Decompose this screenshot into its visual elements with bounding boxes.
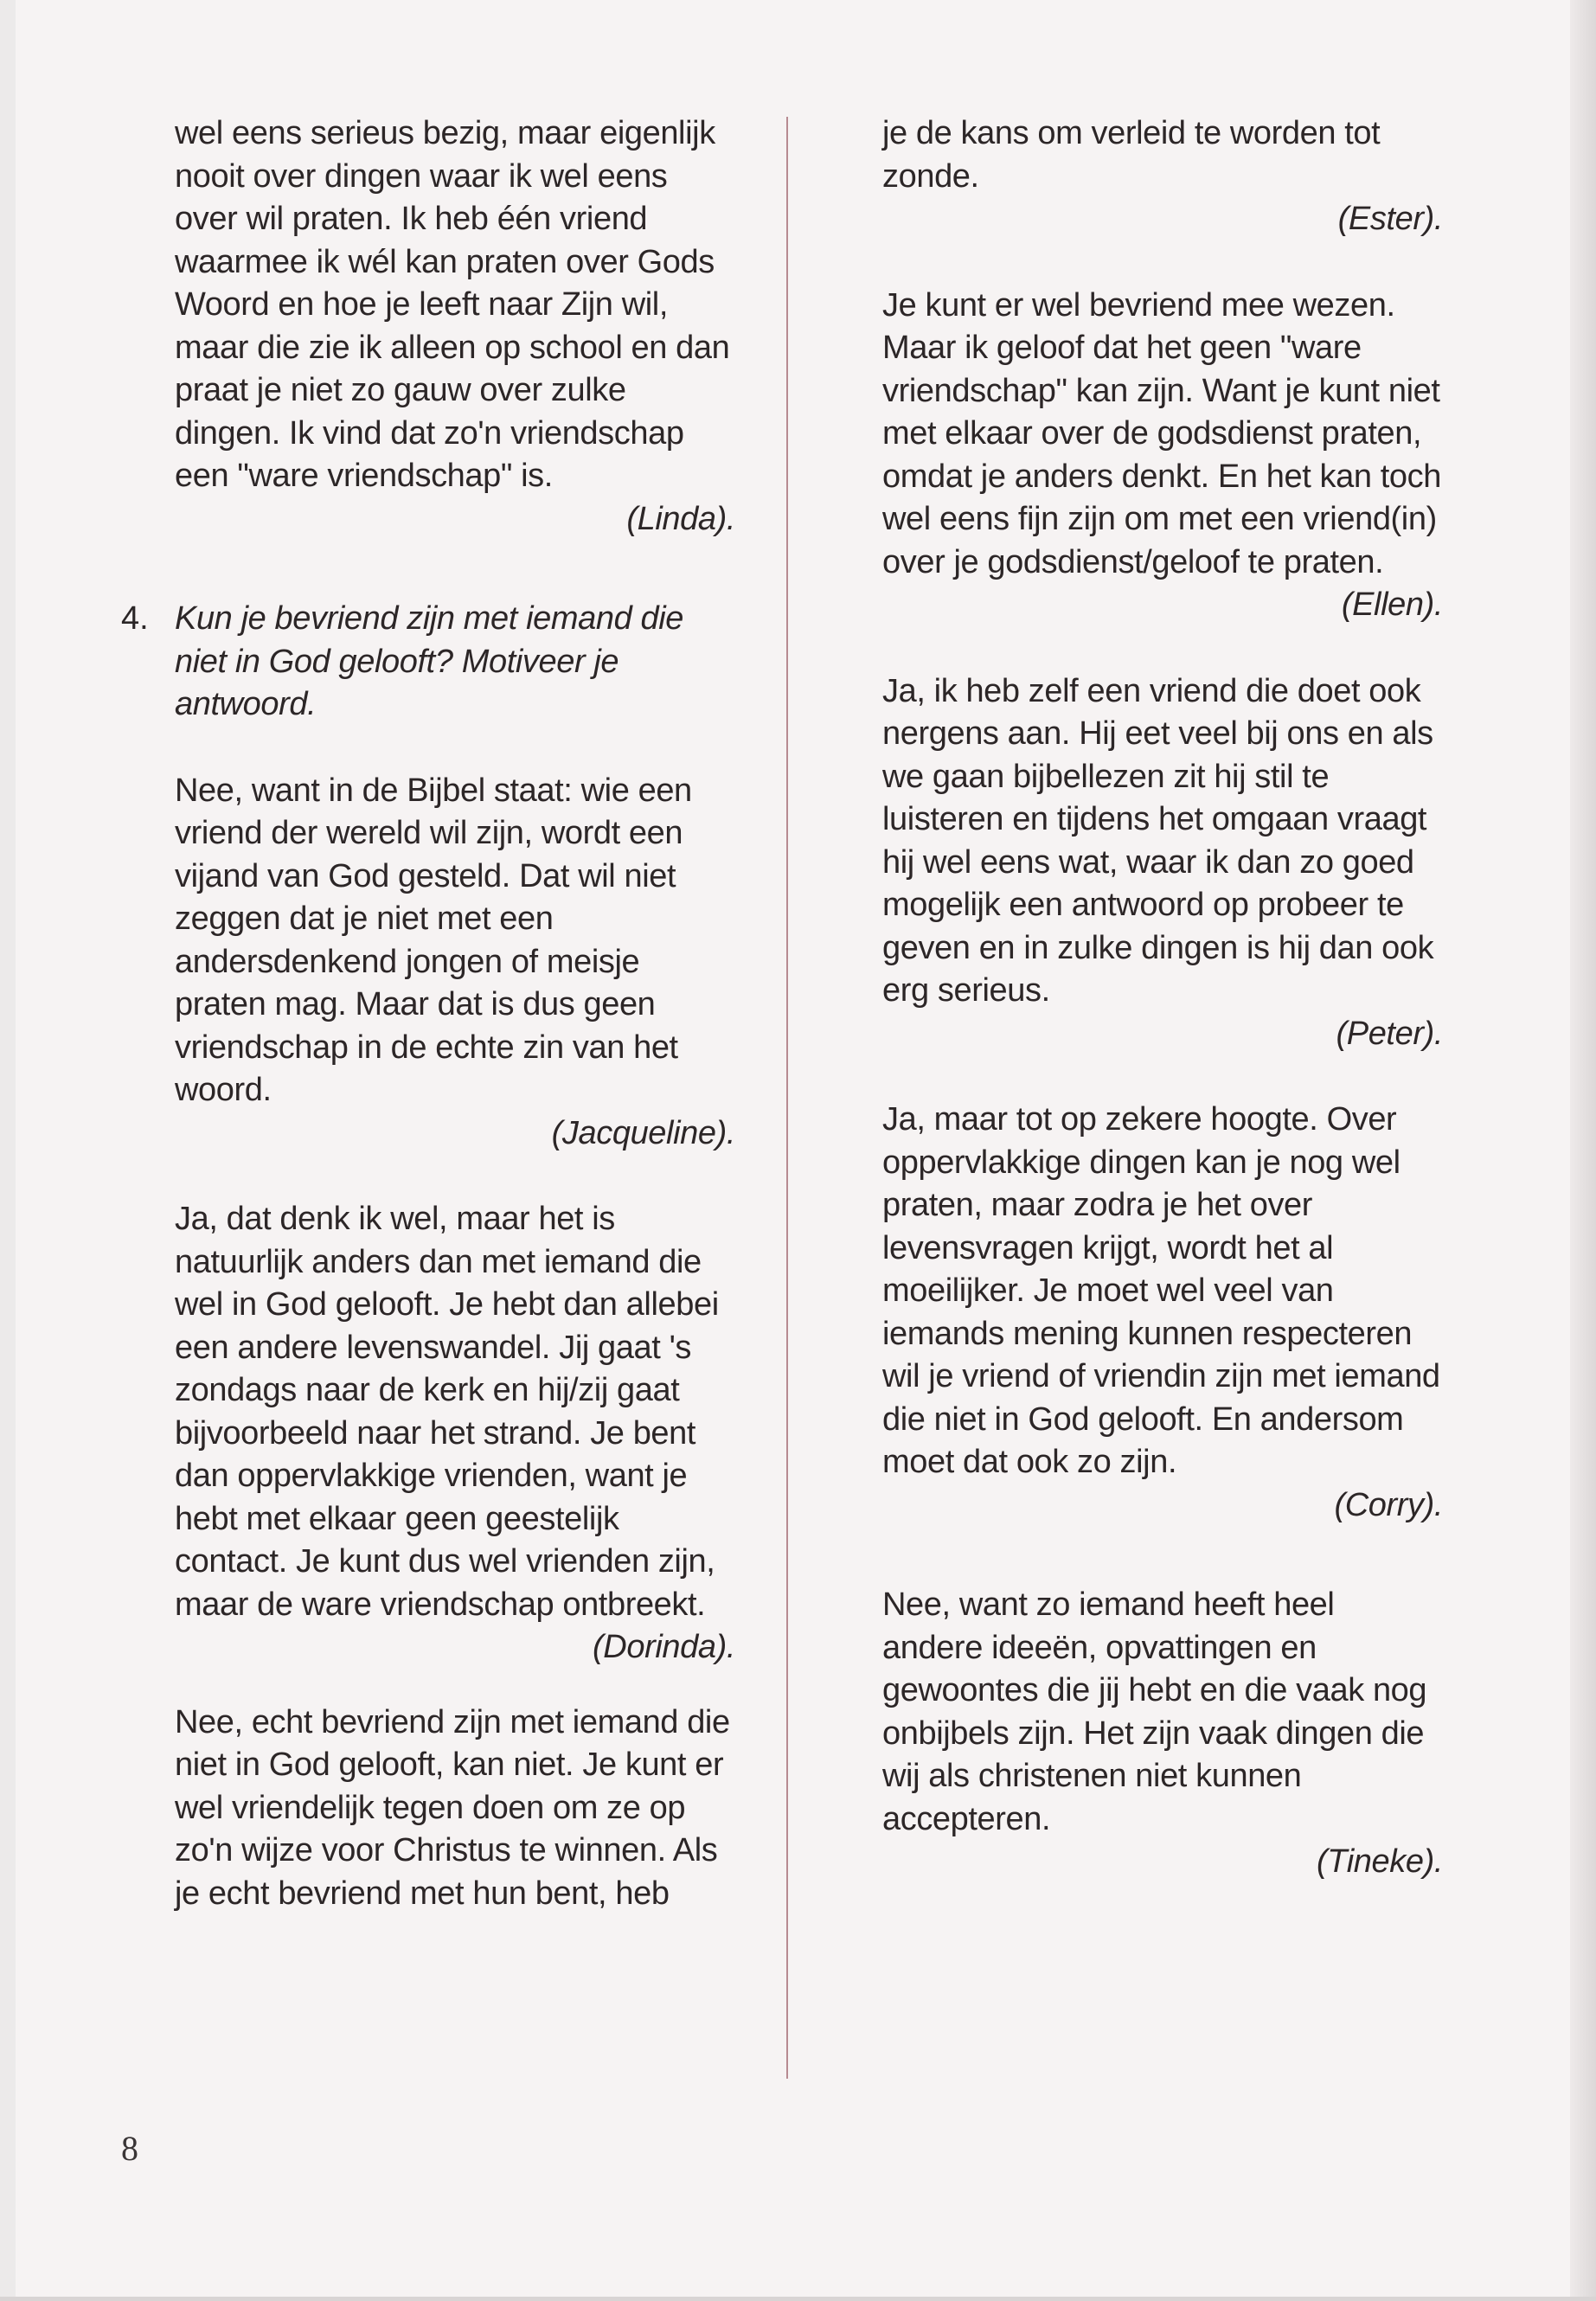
spacer: [175, 541, 735, 598]
page-number: 8: [121, 2129, 138, 2168]
corry-answer-text: Ja, maar tot op zekere hoogte. Over oppervlakkige dingen kan je nog wel praten, maar zodra je het over levensvragen krijgt, wordt het al moeilijker. Je moet wel veel van iemands mening kunnen respecteren wil je vriend of vriendin zijn met iemand die niet in God gelooft. En andersom moet dat ook zo zijn.: [882, 1101, 1440, 1480]
right-column: [882, 112, 1443, 1884]
question-number: 4.: [121, 600, 149, 637]
linda-answer-text: wel eens serieus bezig, maar eigenlijk nooit over dingen waar ik wel eens over wil praten. Ik heb één vriend waarmee ik wél kan praten over Gods Woord en hoe je leeft naar Zijn wil, maar die zie ik alleen op school en dan praat je niet zo gauw over zulke dingen. Ik vind dat zo'n vriendschap een "ware vriendschap" is.: [175, 115, 730, 494]
question-4: [121, 598, 735, 727]
tineke-signature: (Tineke).: [1317, 1843, 1443, 1880]
spacer: [882, 1055, 1443, 1099]
spacer: [882, 627, 1443, 670]
page-edge-shadow: [1570, 0, 1596, 2301]
jacqueline-signature: (Jacqueline).: [551, 1114, 735, 1151]
tineke-answer-text: Nee, want zo iemand heeft heel andere ideeën, opvattingen en gewoontes die jij hebt en die vaak nog onbijbels zijn. Het zijn vaak dingen die wij als christenen niet kunnen accepteren.: [882, 1586, 1427, 1837]
peter-signature: (Peter).: [1336, 1015, 1443, 1052]
page-bottom-edge: [0, 2297, 1596, 2301]
spacer: [175, 1155, 735, 1198]
spacer: [175, 727, 735, 770]
ester-answer-text-start: Nee, echt bevriend zijn met iemand die niet in God gelooft, kan niet. Je kunt er wel vriendelijk tegen doen om ze op zo'n wijze voor Christus te winnen. Als je echt bevriend met hun bent, heb: [175, 1703, 730, 1912]
ester-signature: (Ester).: [1337, 201, 1443, 237]
dorinda-signature: (Dorinda).: [593, 1629, 735, 1665]
spacer: [175, 1670, 735, 1702]
left-column: [121, 112, 735, 1915]
ester-answer-text-end: je de kans om verleid te worden tot zonde.: [882, 115, 1381, 195]
ellen-answer-text: Je kunt er wel bevriend mee wezen. Maar ik geloof dat het geen "ware vriendschap" kan zijn. Want je kunt niet met elkaar over de godsdienst praten, omdat je anders denkt. En het kan toch wel eens fijn zijn om met een vriend(in) over je godsdienst/geloof te praten.: [882, 286, 1441, 580]
question-text: Kun je bevriend zijn met iemand die niet in God gelooft? Motiveer je antwoord.: [175, 600, 684, 722]
jacqueline-answer-text: Nee, want in de Bijbel staat: wie een vriend der wereld wil zijn, wordt een vijand van God gesteld. Dat wil niet zeggen dat je niet met een andersdenkend jongen of meisje praten mag. Maar dat is dus geen vriendschap in de echte zin van het woord.: [175, 772, 692, 1108]
ellen-signature: (Ellen).: [1341, 586, 1443, 623]
spacer: [882, 241, 1443, 285]
linda-signature: (Linda).: [626, 500, 735, 537]
column-divider: [786, 117, 788, 2079]
spacer: [882, 1527, 1443, 1584]
peter-answer-text: Ja, ik heb zelf een vriend die doet ook nergens aan. Hij eet veel bij ons en als we gaan bijbellezen zit hij stil te luisteren en tijdens het omgaan vraagt hij wel eens wat, waar ik dan zo goed mogelijk een antwoord op probeer te geven en in zulke dingen is hij dan ook erg serieus.: [882, 672, 1434, 1009]
dorinda-answer-text: Ja, dat denk ik wel, maar het is natuurlijk anders dan met iemand die wel in God gelooft. Je hebt dan allebei een andere levenswandel. Jij gaat 's zondags naar de kerk en hij/zij gaat bijvoorbeeld naar het strand. Je bent dan oppervlakkige vrienden, want je hebt met elkaar geen geestelijk contact. Je kunt dus wel vrienden zijn, maar de ware vriendschap ontbreekt.: [175, 1201, 719, 1623]
corry-signature: (Corry).: [1334, 1486, 1443, 1523]
